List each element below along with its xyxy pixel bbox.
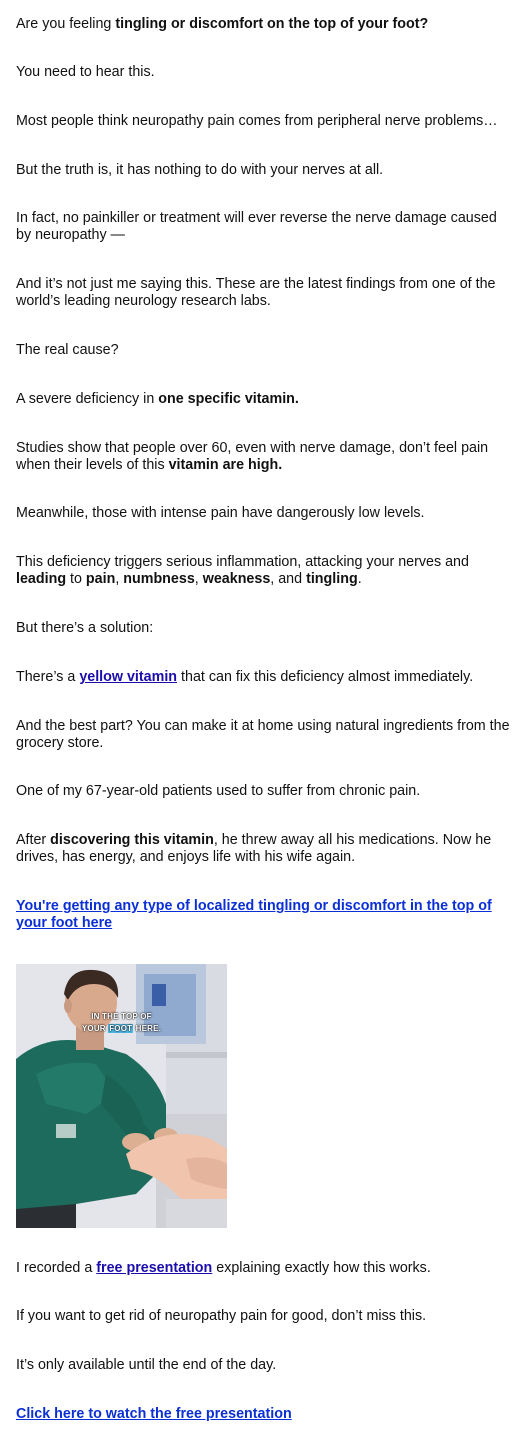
paragraph-patient: One of my 67-year-old patients used to suffer from chronic pain.	[16, 783, 421, 799]
video-thumbnail-image[interactable]	[16, 964, 227, 1228]
paragraph-truth: But the truth is, it has nothing to do with your nerves at all.	[16, 162, 384, 178]
video-caption-line-1: IN THE TOP OF	[91, 1012, 152, 1021]
doctor-examining-foot-illustration	[16, 964, 227, 1228]
paragraph-best-part: And the best part? You can make it at home using natural ingredients from the grocery store.	[16, 718, 510, 751]
paragraph-deficiency: A severe deficiency in one specific vitamin.	[16, 391, 299, 407]
headline-link-paragraph	[16, 898, 510, 932]
paragraph-findings: And it’s not just me saying this. These are the latest findings from one of the world’s leading neurology research labs.	[16, 276, 496, 309]
paragraph-studies: Studies show that people over 60, even with nerve damage, don’t feel pain when their levels of this vitamin are high.	[16, 440, 489, 473]
intro-question-bold: tingling or discomfort on the top of your foot?	[115, 16, 429, 32]
paragraph-painkiller: In fact, no painkiller or treatment will ever reverse the nerve damage caused by neuropathy —	[16, 210, 497, 243]
paragraph-hear-this: You need to hear this.	[16, 64, 155, 80]
paragraph-available: It’s only available until the end of the day.	[16, 1357, 277, 1373]
yellow-vitamin-link[interactable]: yellow vitamin	[79, 669, 178, 685]
foot-tingling-link[interactable]: You're getting any type of localized tingling or discomfort in the top of your foot here	[16, 898, 492, 931]
intro-question: Are you feeling tingling or discomfort on the top of your foot?	[16, 16, 429, 32]
cta-paragraph	[16, 1406, 512, 1423]
paragraph-meanwhile: Meanwhile, those with intense pain have dangerously low levels.	[16, 505, 425, 521]
paragraph-inflammation: This deficiency triggers serious inflammation, attacking your nerves and leading to pain, numbness, weakness, and tingling.	[16, 554, 469, 587]
paragraph-after-discovering: After discovering this vitamin, he threw away all his medications. Now he drives, has energy, and enjoys life with his wife again.	[16, 832, 492, 865]
paragraph-solution: But there’s a solution:	[16, 620, 154, 636]
free-presentation-link[interactable]: free presentation	[96, 1260, 213, 1276]
watch-presentation-link[interactable]: Click here to watch the free presentation	[16, 1406, 292, 1422]
video-caption-line-2: YOUR FOOT HERE.	[81, 1024, 162, 1033]
video-caption-highlight: FOOT	[109, 1024, 133, 1033]
paragraph-yellow-vitamin: There’s a yellow vitamin that can fix this deficiency almost immediately.	[16, 669, 474, 685]
paragraph-real-cause: The real cause?	[16, 342, 119, 358]
paragraph-recorded: I recorded a free presentation explaining exactly how this works.	[16, 1260, 431, 1276]
paragraph-dont-miss: If you want to get rid of neuropathy pain for good, don’t miss this.	[16, 1308, 427, 1324]
paragraph-most-people: Most people think neuropathy pain comes from peripheral nerve problems…	[16, 113, 498, 129]
